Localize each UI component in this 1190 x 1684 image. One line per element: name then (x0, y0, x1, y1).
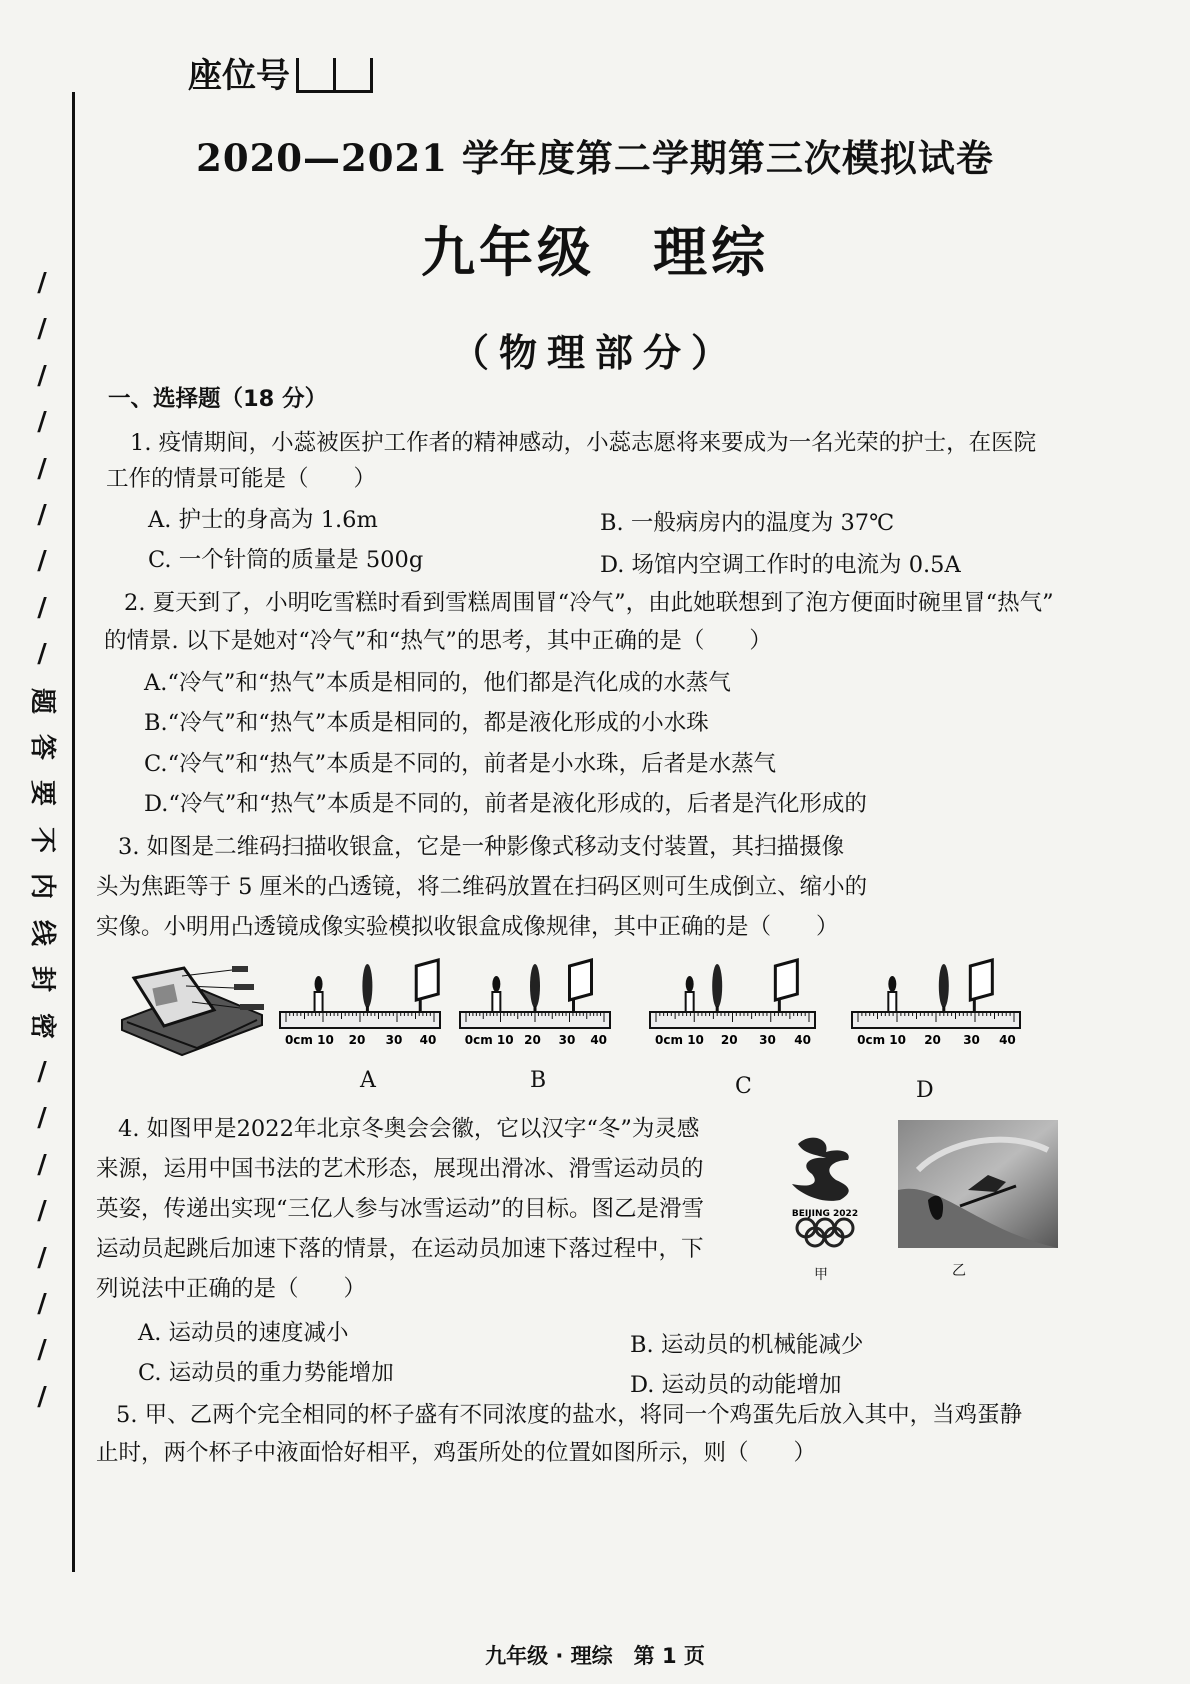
q2-stem-line1: 2. 夏天到了，小明吃雪糕时看到雪糕周围冒“冷气”，由此她联想到了泡方便面时碗里冒“热气” (124, 590, 1054, 616)
q3-option-label-b: B (530, 1068, 547, 1093)
q4-option-a: A. 运动员的速度减小 (138, 1320, 349, 1346)
binding-slash: / (37, 639, 47, 670)
binding-mark-2: 线 (26, 919, 57, 946)
skier-photo-image (898, 1120, 1058, 1248)
binding-slash: / (37, 1242, 47, 1273)
q4-stem-line2: 来源，运用中国书法的艺术形态，展现出滑冰、滑雪运动员的 (96, 1156, 704, 1182)
q4-option-d: D. 运动员的动能增加 (630, 1372, 842, 1398)
q1-option-d: D. 场馆内空调工作时的电流为 0.5A (600, 552, 961, 578)
binding-mark-1: 封 (26, 966, 57, 993)
binding-slash: / (37, 1149, 47, 1180)
q3-stem-line1: 3. 如图是二维码扫描收银盒，它是一种影像式移动支付装置，其扫描摄像 (118, 834, 845, 860)
ruler-tick-label: 30 (759, 1033, 776, 1047)
binding-side-text (22, 270, 62, 1410)
ruler-tick-label: 30 (558, 1033, 576, 1047)
q3-stem-line2: 头为焦距等于 5 厘米的凸透镜，将二维码放置在扫码区则可生成倒立、缩小的 (96, 874, 868, 900)
binding-slash: / (37, 546, 47, 577)
q2-stem-line2: 的情景. 以下是她对“冷气”和“热气”的思考，其中正确的是（ ） (104, 628, 772, 654)
subject-title: 九年级 理综 (421, 221, 769, 284)
binding-slash: / (37, 360, 47, 391)
q4-option-c: C. 运动员的重力势能增加 (138, 1360, 394, 1386)
binding-mark-6: 答 (26, 734, 57, 761)
ruler-tick-label: 30 (963, 1033, 980, 1047)
optical-bench-d (852, 960, 1020, 1060)
binding-slash: / (37, 407, 47, 438)
q4-stem-line5: 列说法中正确的是（ ） (96, 1276, 367, 1302)
emblem-text: BEIJING 2022 (791, 1209, 859, 1219)
ruler-tick-label: 20 (924, 1033, 941, 1047)
binding-slash: / (37, 1103, 47, 1134)
part-title: （物理部分） (450, 330, 739, 375)
binding-mark-7: 题 (26, 687, 57, 714)
q4-stem-line4: 运动员起跳后加速下落的情景，在运动员加速下落过程中，下 (96, 1236, 704, 1262)
ruler-tick-label: 20 (524, 1033, 541, 1047)
q1-option-b: B. 一般病房内的温度为 37℃ (600, 510, 895, 536)
figure-jia-label: 甲 (814, 1267, 828, 1283)
ruler-tick-label: 20 (720, 1033, 738, 1047)
ruler-tick-label: 40 (999, 1033, 1016, 1047)
binding-slash: / (37, 1288, 47, 1319)
page-footer: 九年级 · 理综 第 1 页 (485, 1644, 705, 1668)
ruler-tick-label: 0cm 10 (284, 1033, 334, 1047)
q1-stem-line1: 1. 疫情期间，小蕊被医护工作者的精神感动，小蕊志愿将来要成为一名光荣的护士，在医院 (130, 430, 1037, 456)
optical-bench-a (280, 960, 440, 1060)
optical-bench-b (460, 960, 610, 1060)
q2-option-d: D.“冷气”和“热气”本质是不同的，前者是液化形成的，后者是汽化形成的 (144, 791, 867, 817)
olympic-emblem-image (770, 1130, 880, 1260)
q4-stem-line3: 英姿，传递出实现“三亿人参与冰雪运动”的目标。图乙是滑雪 (96, 1196, 705, 1222)
q3-option-label-c: C (735, 1074, 752, 1099)
q2-option-c: C.“冷气”和“热气”本质是不同的，前者是小水珠，后者是水蒸气 (144, 751, 777, 777)
ruler-tick-label: 40 (794, 1033, 811, 1047)
ruler-tick-label: 0cm 10 (464, 1033, 514, 1047)
q3-stem-line3: 实像。小明用凸透镜成像实验模拟收银盒成像规律，其中正确的是（ ） (96, 914, 839, 940)
binding-mark-3: 内 (26, 873, 57, 900)
q3-option-label-a: A (360, 1068, 376, 1093)
ruler-tick-label: 40 (590, 1033, 608, 1047)
exam-title: 2020—2021 学年度第二学期第三次模拟试卷 (196, 136, 994, 180)
ruler-tick-label: 40 (419, 1033, 437, 1047)
binding-line (72, 92, 75, 1572)
q5-stem-line2: 止时，两个杯子中液面恰好相平，鸡蛋所处的位置如图所示，则（ ） (96, 1440, 817, 1466)
q2-option-b: B.“冷气”和“热气”本质是相同的，都是液化形成的小水珠 (144, 710, 709, 736)
binding-slash: / (37, 1196, 47, 1227)
optical-bench-c (650, 960, 815, 1060)
q4-stem-line1: 4. 如图甲是2022年北京冬奥会会徽，它以汉字“冬”为灵感 (118, 1116, 700, 1142)
seat-number (188, 48, 373, 97)
binding-slash: / (37, 453, 47, 484)
binding-slash: / (37, 314, 47, 345)
binding-slash: / (37, 1056, 47, 1087)
ruler-tick-label: 0cm 10 (655, 1033, 704, 1047)
binding-slash: / (37, 268, 47, 298)
q3-option-label-d: D (916, 1078, 934, 1103)
figure-yi-label: 乙 (952, 1263, 966, 1279)
binding-slash: / (37, 1381, 47, 1412)
seat-label: 座位号 (188, 56, 290, 96)
binding-mark-5: 要 (26, 780, 57, 807)
binding-slash: / (37, 1335, 47, 1366)
binding-mark-4: 不 (26, 826, 57, 853)
ruler-tick-label: 0cm 10 (857, 1033, 906, 1047)
scanner-device-image (112, 960, 272, 1060)
ruler-tick-label: 20 (348, 1033, 366, 1047)
seat-boxes (296, 58, 373, 93)
binding-slash: / (37, 500, 47, 531)
q1-option-a: A. 护士的身高为 1.6m (148, 507, 378, 533)
q4-option-b: B. 运动员的机械能减少 (630, 1332, 864, 1358)
ruler-tick-label: 30 (385, 1033, 403, 1047)
q2-option-a: A.“冷气”和“热气”本质是相同的，他们都是汽化成的水蒸气 (144, 670, 731, 696)
binding-slash: / (37, 592, 47, 623)
q1-option-c: C. 一个针筒的质量是 500g (148, 547, 424, 573)
binding-mark-0: 密 (26, 1012, 57, 1039)
q5-stem-line1: 5. 甲、乙两个完全相同的杯子盛有不同浓度的盐水，将同一个鸡蛋先后放入其中，当鸡蛋静 (116, 1402, 1023, 1428)
q1-stem-line2: 工作的情景可能是（ ） (106, 466, 377, 492)
section-heading: 一、选择题（18 分） (108, 386, 328, 412)
